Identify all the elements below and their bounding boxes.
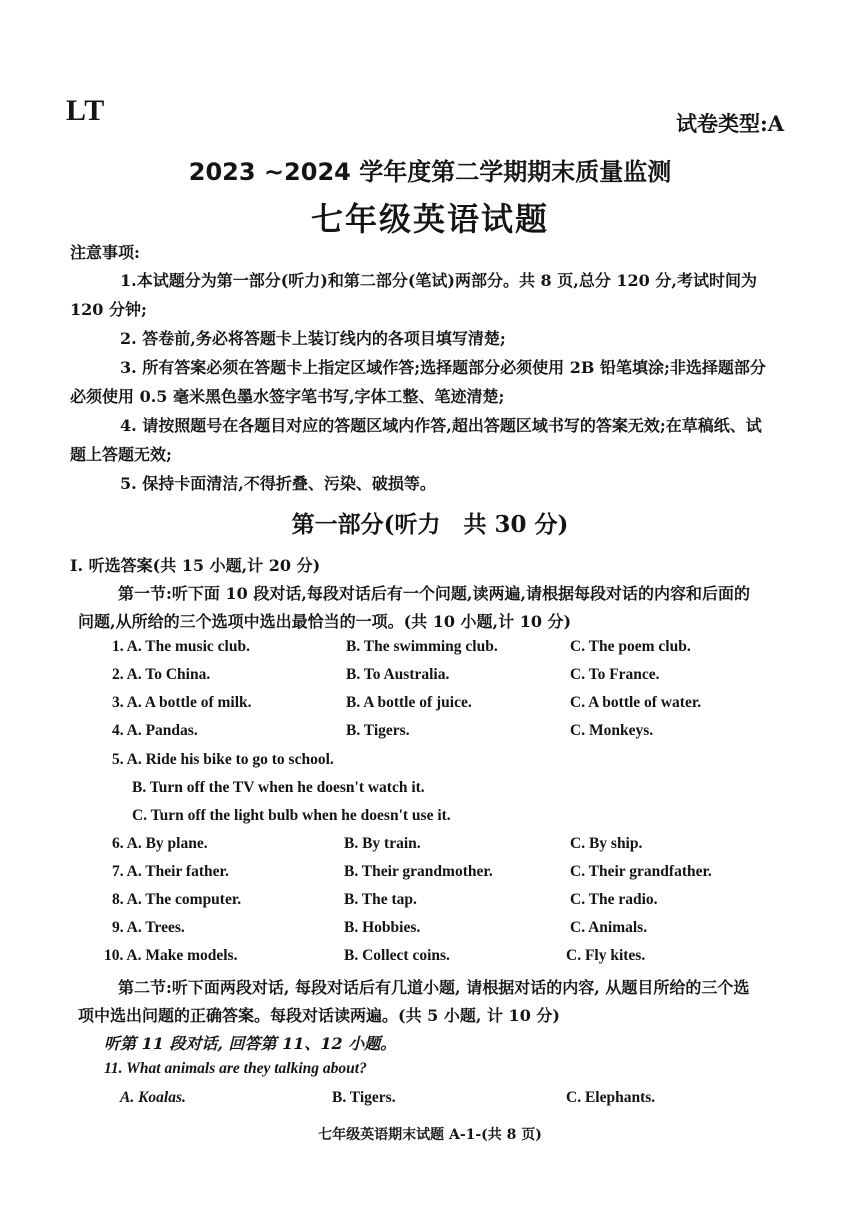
option-a: 2. A. To China. [112, 666, 211, 683]
option-b: B. Collect coins. [344, 947, 450, 964]
notice-line: 3. 所有答案必须在答题卡上指定区域作答;选择题部分必须使用 2B 铅笔填涂;非选择题部分 [120, 358, 766, 377]
option-b: B. Turn off the TV when he doesn't watch it. [132, 779, 425, 796]
subsection-instruction: 第二节:听下面两段对话, 每段对话后有几道小题, 请根据对话的内容, 从题目所给的三个选 [118, 978, 750, 997]
option-c: C. Turn off the light bulb when he doesn't use it. [132, 807, 451, 824]
option-c: C. By ship. [570, 835, 643, 852]
notice-line: 4. 请按照题号在各题目对应的答题区域内作答,超出答题区域书写的答案无效;在草稿纸、试 [120, 416, 762, 435]
notice-heading: 注意事项: [70, 243, 140, 262]
notice-line: 5. 保持卡面清洁,不得折叠、污染、破损等。 [120, 474, 436, 493]
option-b: B. A bottle of juice. [346, 694, 472, 711]
part1-title: 第一部分(听力 共 30 分) [291, 511, 569, 538]
notice-line: 题上答题无效; [70, 445, 172, 464]
notice-line: 1.本试题分为第一部分(听力)和第二部分(笔试)两部分。共 8 页,总分 120 分,考试时间为 [120, 271, 757, 290]
question-stem: 11. What animals are they talking about? [104, 1060, 367, 1077]
option-b: B. The swimming club. [346, 638, 498, 655]
option-a: 8. A. The computer. [112, 891, 242, 908]
subsection-instruction: 第一节:听下面 10 段对话,每段对话后有一个问题,读两遍,请根据每段对话的内容和后面的 [118, 584, 751, 603]
option-a: 7. A. Their father. [112, 863, 229, 880]
option-b: B. Their grandmother. [344, 863, 493, 880]
dialog-note: 听第 11 段对话, 回答第 11、12 小题。 [104, 1034, 397, 1053]
option-c: C. Monkeys. [570, 722, 654, 739]
option-c: C. To France. [570, 666, 660, 683]
option-a: 5. A. Ride his bike to go to school. [112, 751, 334, 768]
option-b: B. The tap. [344, 891, 417, 908]
option-c: C. The poem club. [570, 638, 691, 655]
option-a: 1. A. The music club. [112, 638, 250, 655]
exam-title: 2023 ~2024 学年度第二学期期末质量监测 [188, 158, 672, 186]
exam-subject-title: 七年级英语试题 [310, 200, 549, 238]
notice-line: 120 分钟; [70, 300, 147, 319]
paper-type: 试卷类型:A [676, 111, 785, 136]
option-b: B. Tigers. [346, 722, 410, 739]
notice-line: 必须使用 0.5 毫米黑色墨水签字笔书写,字体工整、笔迹清楚; [70, 387, 505, 406]
paper-code: LT [66, 94, 106, 127]
option-b: B. Hobbies. [344, 919, 421, 936]
option-a: 9. A. Trees. [112, 919, 185, 936]
option-b: B. To Australia. [346, 666, 450, 683]
option-a: 10. A. Make models. [104, 947, 238, 964]
option-c: C. Animals. [570, 919, 648, 936]
option-c: C. Their grandfather. [570, 863, 712, 880]
page-footer: 七年级英语期末试题 A-1-(共 8 页) [318, 1127, 542, 1143]
option-a: 3. A. A bottle of milk. [112, 694, 252, 711]
option-c: C. The radio. [570, 891, 658, 908]
option-b: B. By train. [344, 835, 421, 852]
option-c: C. Fly kites. [566, 947, 646, 964]
option-a: 4. A. Pandas. [112, 722, 198, 739]
subsection-instruction: 问题,从所给的三个选项中选出最恰当的一项。(共 10 小题,计 10 分) [78, 612, 572, 631]
notice-line: 2. 答卷前,务必将答题卡上装订线内的各项目填写清楚; [120, 329, 506, 348]
option-a: 6. A. By plane. [112, 835, 208, 852]
option-b: B. Tigers. [332, 1089, 396, 1106]
option-c: C. A bottle of water. [570, 694, 702, 711]
option-a: A. Koalas. [120, 1089, 186, 1106]
section-heading: Ⅰ. 听选答案(共 15 小题,计 20 分) [70, 556, 321, 575]
subsection-instruction: 项中选出问题的正确答案。每段对话读两遍。(共 5 小题, 计 10 分) [78, 1006, 560, 1025]
option-c: C. Elephants. [566, 1089, 656, 1106]
